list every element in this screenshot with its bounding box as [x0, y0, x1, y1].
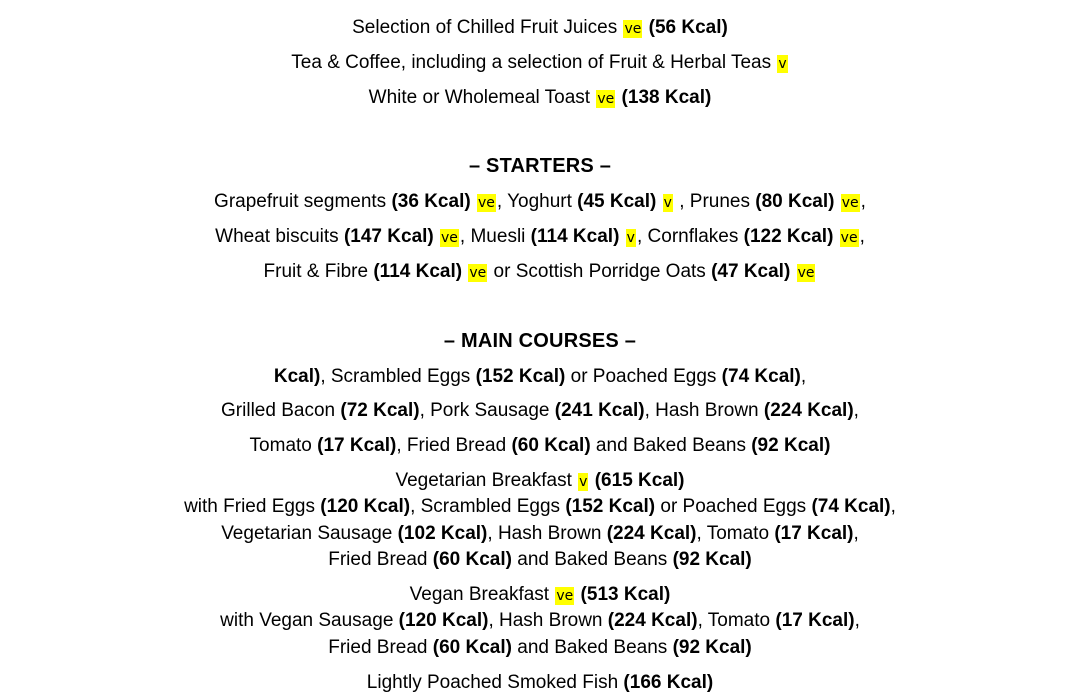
menu-text: Tea & Coffee, including a selection of Fruit & Herbal Teas	[291, 52, 777, 73]
kcal-value: (166 Kcal)	[623, 672, 714, 693]
kcal-value: (74 Kcal)	[721, 366, 801, 387]
section-heading	[0, 154, 1080, 179]
menu-text: , Tomato	[697, 610, 776, 631]
menu-line	[0, 609, 1080, 633]
kcal-value: (120 Kcal)	[398, 610, 489, 631]
menu-text: , Muesli	[459, 226, 531, 247]
kcal-value: (114 Kcal)	[373, 261, 468, 282]
vegan-badge: ve	[797, 265, 815, 281]
menu-line	[0, 636, 1080, 660]
menu-text: with Vegan Sausage	[220, 610, 399, 631]
kcal-value: (120 Kcal)	[320, 496, 411, 517]
vegetarian-badge: v	[778, 56, 787, 72]
menu-text: with Fried Eggs	[184, 496, 321, 517]
kcal-value: (122 Kcal)	[743, 226, 839, 247]
menu-text: , Scrambled Eggs	[410, 496, 566, 517]
menu-text: Grilled Bacon	[221, 400, 341, 421]
kcal-value: Kcal)	[273, 366, 321, 387]
kcal-value: (56 Kcal)	[643, 17, 728, 38]
menu-line	[0, 671, 1080, 695]
kcal-value: (60 Kcal)	[511, 435, 591, 456]
section-title: – MAIN COURSES –	[443, 330, 637, 352]
menu-text: Vegetarian Breakfast	[395, 470, 578, 491]
menu-text: , Fried Bread	[396, 435, 512, 456]
menu-text: or Poached Eggs	[655, 496, 812, 517]
section-heading	[0, 329, 1080, 354]
menu-text: Tomato	[249, 435, 318, 456]
vegan-badge: ve	[556, 588, 574, 604]
kcal-value: (60 Kcal)	[432, 637, 512, 658]
menu-line	[0, 495, 1080, 519]
menu-line	[0, 365, 1080, 389]
kcal-value: (72 Kcal)	[340, 400, 420, 421]
menu-text: and Baked Beans	[511, 549, 673, 570]
kcal-value: (36 Kcal)	[391, 191, 476, 212]
kcal-value: (224 Kcal)	[607, 610, 698, 631]
menu-text: and Baked Beans	[511, 637, 673, 658]
kcal-value: (114 Kcal)	[530, 226, 625, 247]
vegan-badge: ve	[469, 265, 487, 281]
vegan-badge: ve	[624, 21, 642, 37]
menu-text: or Poached Eggs	[565, 366, 722, 387]
menu-text: , Scrambled Eggs	[320, 366, 476, 387]
menu-text: White or Wholemeal Toast	[368, 87, 596, 108]
kcal-value: (241 Kcal)	[554, 400, 645, 421]
kcal-value: (513 Kcal)	[575, 584, 671, 605]
menu-text: Grapefruit segments	[214, 191, 392, 212]
menu-line	[0, 190, 1080, 214]
menu-text: ,	[859, 226, 865, 247]
kcal-value: (80 Kcal)	[755, 191, 840, 212]
menu-text: Lightly Poached Smoked Fish	[366, 672, 624, 693]
kcal-value: (92 Kcal)	[672, 549, 752, 570]
menu-text: , Yoghurt	[496, 191, 578, 212]
menu-text: , Hash Brown	[488, 610, 608, 631]
kcal-value: (224 Kcal)	[606, 523, 697, 544]
menu-text: Wheat biscuits	[215, 226, 344, 247]
menu-line	[0, 469, 1080, 493]
menu-text: Selection of Chilled Fruit Juices	[352, 17, 623, 38]
kcal-value: (102 Kcal)	[397, 523, 488, 544]
menu-text: , Hash Brown	[487, 523, 607, 544]
menu-text: , Prunes	[673, 191, 756, 212]
menu-text: , Cornflakes	[636, 226, 744, 247]
kcal-value: (60 Kcal)	[432, 549, 512, 570]
vegan-badge: ve	[441, 230, 458, 246]
vegan-badge: ve	[840, 230, 858, 246]
section-title: – STARTERS –	[468, 155, 612, 177]
menu-line	[0, 583, 1080, 607]
kcal-value: (147 Kcal)	[343, 226, 440, 247]
menu-text: ,	[860, 191, 866, 212]
menu-text: ,	[854, 610, 860, 631]
menu-text: ,	[853, 400, 859, 421]
menu-text: , Hash Brown	[644, 400, 764, 421]
kcal-value: (224 Kcal)	[763, 400, 854, 421]
menu-line	[0, 434, 1080, 458]
menu-text: or Scottish Porridge Oats	[488, 261, 712, 282]
vegan-badge: ve	[597, 91, 615, 107]
kcal-value: (74 Kcal)	[811, 496, 891, 517]
menu-text: Fried Bread	[328, 549, 433, 570]
menu-text: , Tomato	[696, 523, 775, 544]
vegetarian-badge: v	[579, 474, 588, 490]
vegan-badge: ve	[477, 195, 495, 211]
kcal-value: (17 Kcal)	[774, 523, 854, 544]
kcal-value: (47 Kcal)	[711, 261, 796, 282]
kcal-value: (152 Kcal)	[565, 496, 656, 517]
kcal-value: (45 Kcal)	[577, 191, 662, 212]
menu-text: ,	[890, 496, 896, 517]
kcal-value: (92 Kcal)	[751, 435, 831, 456]
menu-text: ,	[853, 523, 859, 544]
menu-line	[0, 86, 1080, 110]
menu-line	[0, 522, 1080, 546]
menu-text: Vegan Breakfast	[409, 584, 555, 605]
vegetarian-badge: v	[663, 195, 672, 211]
vegan-badge: ve	[841, 195, 859, 211]
menu-text: ,	[800, 366, 807, 387]
kcal-value: (615 Kcal)	[589, 470, 685, 491]
kcal-value: (152 Kcal)	[475, 366, 566, 387]
vegetarian-badge: v	[626, 230, 635, 246]
menu-line	[0, 51, 1080, 75]
menu-line	[0, 399, 1080, 423]
menu-text: and Baked Beans	[590, 435, 752, 456]
kcal-value: (92 Kcal)	[672, 637, 752, 658]
menu-text: Fruit & Fibre	[263, 261, 374, 282]
menu-text: Fried Bread	[328, 637, 433, 658]
kcal-value: (17 Kcal)	[775, 610, 855, 631]
menu-line	[0, 225, 1080, 249]
kcal-value: (17 Kcal)	[317, 435, 397, 456]
menu-line	[0, 548, 1080, 572]
menu-line	[0, 16, 1080, 40]
menu-text: , Pork Sausage	[419, 400, 555, 421]
menu-text: Vegetarian Sausage	[221, 523, 398, 544]
menu-line	[0, 260, 1080, 284]
kcal-value: (138 Kcal)	[616, 87, 712, 108]
